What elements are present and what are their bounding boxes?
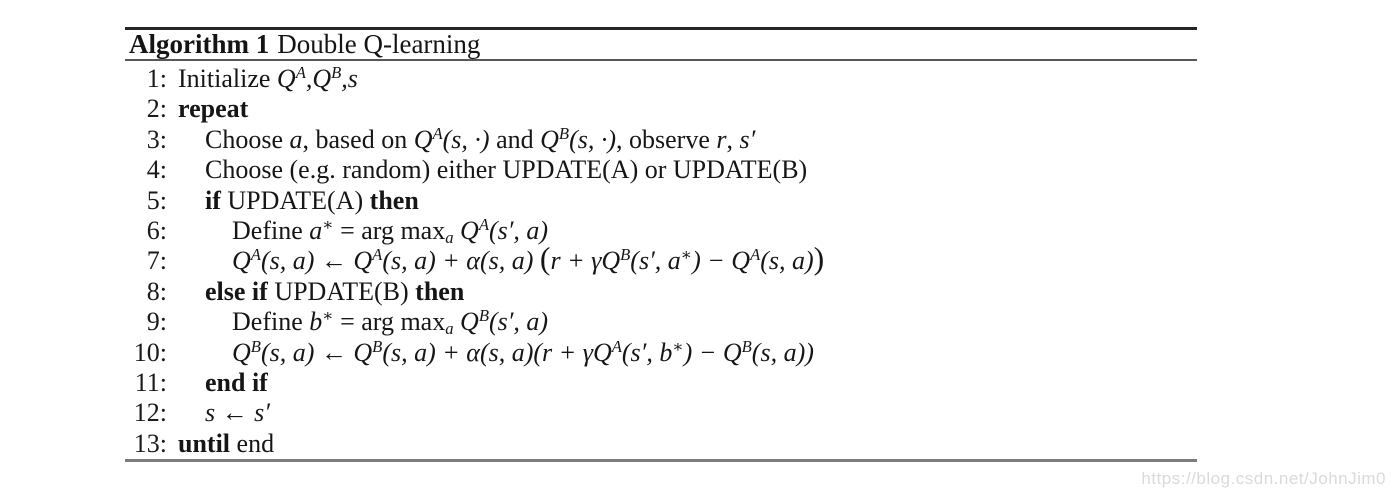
line-content: until end bbox=[178, 428, 275, 458]
watermark: https://blog.csdn.net/JohnJim0 bbox=[1141, 469, 1386, 488]
line-number: 13: bbox=[133, 428, 167, 458]
line-content: Initialize $Q^A,Q^B,s$ bbox=[178, 62, 358, 93]
line-number: 5: bbox=[146, 185, 167, 215]
line-content: if UPDATE(A) then bbox=[205, 185, 419, 215]
line-content: $Q^A(s$, a) ← $Q^A(s$, a) + α(s, a) ($r + \gamma Q^B(s'$, $a^∗) - Q^A(s$, a)) bbox=[232, 241, 825, 277]
algorithm-header bbox=[125, 30, 1197, 59]
line-number: 12: bbox=[133, 398, 167, 428]
bottom-rule bbox=[125, 459, 1197, 462]
line-content: end if bbox=[205, 367, 268, 397]
line-number: 2: bbox=[146, 94, 167, 124]
line-content: Choose (e.g. random) either UPDATE(A) or UPDATE(B) bbox=[205, 155, 808, 185]
algorithm-body bbox=[125, 61, 1197, 459]
algorithm-line bbox=[125, 64, 1197, 94]
algorithm-figure bbox=[125, 27, 1197, 462]
algorithm-label: Algorithm 1 bbox=[129, 29, 270, 59]
algorithm-line bbox=[125, 429, 1197, 459]
algorithm-line bbox=[125, 94, 1197, 124]
algorithm-line bbox=[125, 186, 1197, 216]
algorithm-line bbox=[125, 241, 1197, 277]
line-number: 11: bbox=[134, 367, 167, 397]
algorithm-line bbox=[125, 277, 1197, 307]
line-number: 6: bbox=[146, 215, 167, 245]
line-content: Define a∗ = arg maxa $Q^A(s'$, a) bbox=[232, 214, 549, 248]
line-number: 4: bbox=[146, 155, 167, 185]
line-content: repeat bbox=[178, 94, 249, 124]
line-content: s ← s′ bbox=[205, 398, 270, 428]
line-content: $Q^B(s$, a) ← $Q^B(s$, a) + α(s, $a)(r + \gamma Q^A(s'$, $b^∗) - Q^B(s$, a)) bbox=[232, 336, 814, 367]
line-number: 8: bbox=[146, 276, 167, 306]
line-number: 10: bbox=[133, 337, 167, 367]
line-number: 1: bbox=[146, 64, 167, 93]
line-content: Choose a, based on $Q^A(s$, ·) and $Q^B(s$, ·), observe r, s′ bbox=[205, 123, 756, 154]
line-number: 9: bbox=[146, 307, 167, 337]
line-number: 7: bbox=[146, 246, 167, 276]
algorithm-line bbox=[125, 338, 1197, 368]
algorithm-line bbox=[125, 216, 1197, 246]
algorithm-line bbox=[125, 307, 1197, 337]
algorithm-line bbox=[125, 398, 1197, 428]
line-content: Define b∗ = arg maxa $Q^B(s'$, a) bbox=[232, 305, 549, 339]
line-number: 3: bbox=[146, 124, 167, 154]
algorithm-line bbox=[125, 125, 1197, 155]
algorithm-line bbox=[125, 368, 1197, 398]
algorithm-line bbox=[125, 155, 1197, 185]
line-content: else if UPDATE(B) then bbox=[205, 276, 465, 306]
algorithm-title: Double Q-learning bbox=[277, 29, 481, 59]
